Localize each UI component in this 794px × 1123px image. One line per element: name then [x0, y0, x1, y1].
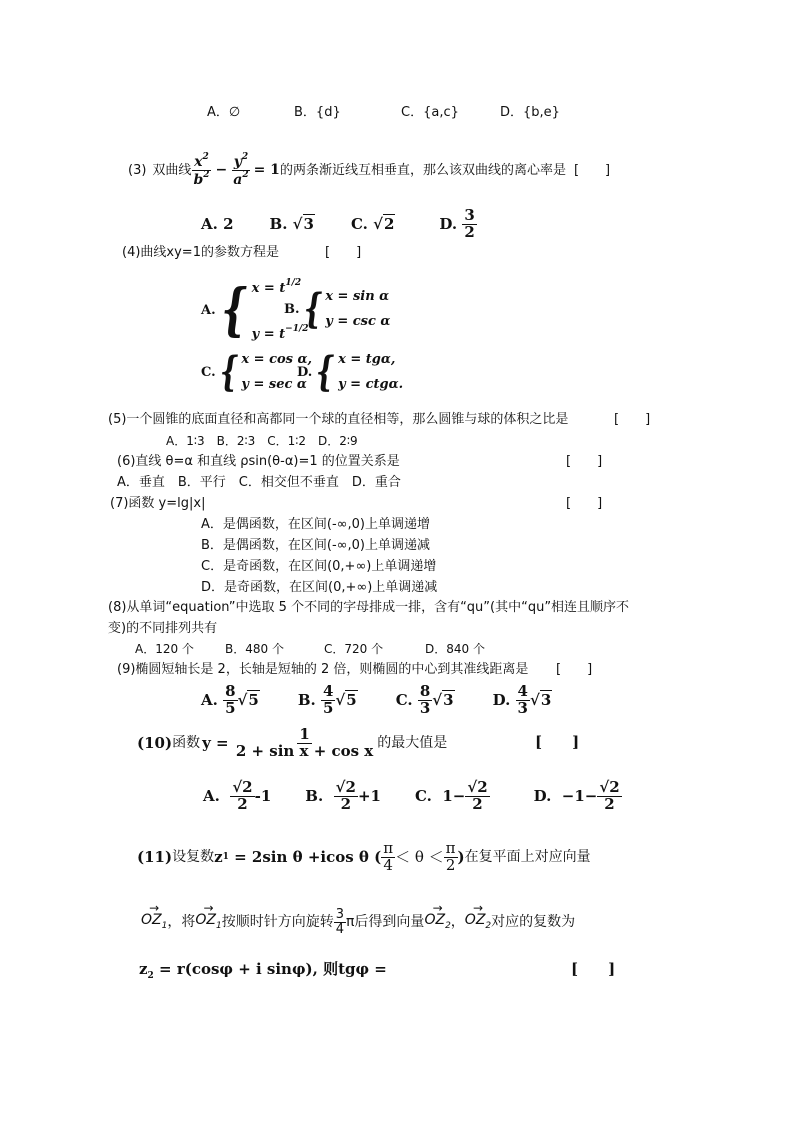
vector-oz2-b: → $OZ_2$: [465, 913, 491, 931]
q3-option-a: A. 2: [201, 214, 234, 233]
q2-option-d: D．{b,e}: [500, 105, 560, 120]
q11-stem: [137, 836, 591, 878]
q8-option-d: D．840 个: [425, 642, 485, 656]
q11-expression: z 1 = 2sin θ +icos θ ( $\frac{\pi}{4}$ ＜ θ ＜ $\frac{\pi}{2}$ ): [214, 838, 465, 874]
q7-stem: (7)函数 y=lg|x|: [110, 496, 206, 511]
q8-stem-line2: 变)的不同排列共有: [108, 621, 218, 636]
q3-prefix: 双曲线: [152, 162, 192, 178]
q3-option-d: D. $\frac{3}{2}$: [439, 205, 475, 241]
q9-option-b: B. $\frac{4}{5}$ √ 5: [297, 681, 357, 717]
q3-equation: $\frac{x^2}{b^2}$ − $\frac{y^2}{a^2}$ = 1: [193, 151, 280, 188]
q3-suffix: 的两条渐近线互相垂直，那么该双曲线的离心率是: [279, 162, 566, 178]
q5-options: A．1∶3 B．2∶3 C．1∶2 D．2∶9: [166, 434, 358, 448]
q11-line3: $z_2 = r(\cos\varphi + i$ sinφ), 则tgφ =: [139, 960, 387, 981]
q9-options: [201, 682, 552, 718]
q5-stem: (5)一个圆锥的底面直径和高都同一个球的直径相等，那么圆锥与球的体积之比是: [108, 412, 569, 427]
q11-number: (11): [137, 847, 173, 866]
q9-stem: (9)椭圆短轴长是 2，长轴是短轴的 2 倍，则椭圆的中心到其准线距离是: [117, 662, 529, 677]
q3-frac-x: $\frac{x^2}{b^2}$: [193, 151, 210, 188]
q4-option-c: C. { x = cos α, y = sec α: [201, 348, 313, 395]
q8-option-b: B．480 个: [225, 642, 284, 656]
q2-option-b: B．{d}: [294, 105, 341, 120]
q2-option-a: A．∅: [207, 105, 241, 120]
q3-bracket: [ ]: [573, 162, 611, 178]
q3-frac-y: $\frac{y^2}{a^2}$: [233, 151, 249, 188]
q10-option-c: C. 1− $\frac{√2}{2}$: [414, 777, 488, 813]
q2-option-c: C．{a,c}: [401, 105, 459, 120]
q6-stem: (6)直线 θ=α 和直线 ρsin(θ-α)=1 的位置关系是: [117, 454, 400, 469]
q6-bracket: [ ]: [566, 454, 603, 469]
q7-option-a: A．是偶函数，在区间(-∞,0)上单调递增: [201, 517, 430, 532]
q3-option-b: B. √3: [269, 214, 314, 233]
q10-option-b: B. $\frac{√2}{2}$ +1: [305, 777, 381, 813]
vector-oz2: → $OZ_2$: [424, 913, 450, 931]
q10-options: [203, 775, 622, 817]
q11-bracket: [ ]: [571, 960, 616, 978]
q10-bracket: [ ]: [535, 733, 580, 751]
vector-oz1-b: → $OZ_1$: [195, 913, 221, 931]
q3-options: [201, 206, 477, 242]
q3-option-c: C. √2: [350, 214, 395, 233]
q10-number: (10): [137, 733, 173, 752]
q8-stem-line1: (8)从单词“equation”中选取 5 个不同的字母排成一排，含有“qu”(其中“qu”相连且顺序不: [108, 600, 630, 615]
q7-option-b: B．是偶函数，在区间(-∞,0)上单调递减: [201, 538, 430, 553]
q4-option-a: A. { $x = t^{1/2}$ $y = t^{-1/2}$: [201, 277, 309, 343]
q10-option-a: A. $\frac{√2}{2}$ -1: [203, 777, 272, 813]
q7-bracket: [ ]: [566, 496, 603, 511]
q7-option-d: D．是奇函数，在区间(0,+∞)上单调递减: [201, 580, 438, 595]
q10-option-d: D. −1− $\frac{√2}{2}$: [533, 777, 620, 813]
q11-line2: → $OZ_1$ ，将 → $OZ_1$ 按顺时针方向旋转 $\frac{3}{4}$ π后得到向量 → $OZ_2$ ， → $OZ_2$ 对应的复数为: [141, 902, 575, 942]
q11-suffix: 在复平面上对应向量: [464, 849, 591, 865]
q4-option-b: B. { x = sin α y = csc α: [284, 285, 391, 332]
q10-text: 函数: [172, 735, 201, 751]
q8-option-c: C．720 个: [324, 642, 384, 656]
q8-option-a: A．120 个: [135, 642, 194, 656]
q9-option-a: A. $\frac{8}{5}$ √ 5: [201, 681, 259, 717]
q6-options: A．垂直 B．平行 C．相交但不垂直 D．重合: [117, 475, 401, 490]
q10-suffix: 的最大值是: [377, 735, 448, 751]
q9-option-c: C. $\frac{8}{3}$ √ 3: [395, 681, 454, 717]
q3-number: (3): [128, 162, 147, 178]
q4-option-d: D. { x = tgα, y = ctgα.: [297, 348, 404, 395]
q7-option-c: C．是奇函数，在区间(0,+∞)上单调递增: [201, 559, 437, 574]
q10-function: y = $\frac{1}{\text{2 + sin x + cos x}}$: [202, 724, 374, 760]
q4-stem: (4)曲线xy=1的参数方程是: [122, 245, 279, 260]
q11-text: 设复数: [172, 849, 215, 865]
vector-oz1: → $OZ_1$: [141, 913, 167, 931]
q9-bracket: [ ]: [556, 662, 593, 677]
q9-option-d: D. $\frac{4}{3}$ √ 3: [492, 681, 552, 717]
q5-bracket: [ ]: [614, 412, 651, 427]
q4-bracket: [ ]: [325, 245, 362, 260]
q10-stem: [137, 722, 447, 764]
q3-stem: [128, 148, 610, 192]
